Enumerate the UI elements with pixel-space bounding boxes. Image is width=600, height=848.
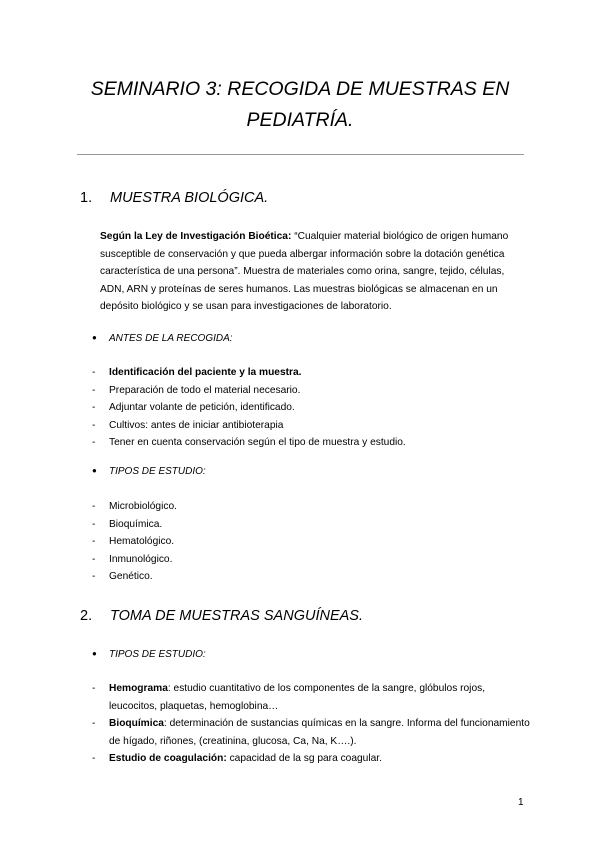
list-item: - Bioquímica: determinación de sustancias químicas en la sangre. Informa del funcionamiento de hígado, riñones, (creatinina, glucosa, Ca, Na, K….). [92,715,532,750]
study-types-list [92,498,532,586]
bullet-icon: ● [92,466,97,475]
list-item: - Inmunológico. [92,551,532,569]
list-item: - Genético. [92,568,532,586]
section-2-number: 2. [80,608,93,624]
section-1-paragraph [100,228,525,316]
before-collection-heading: ● ANTES DE LA RECOGIDA: [92,333,233,344]
page-number: 1 [518,797,524,808]
bullet-icon: ● [92,333,97,342]
section-2-study-types-heading: ● TIPOS DE ESTUDIO: [92,649,206,660]
list-item: - Microbiológico. [92,498,532,516]
list-item: - Preparación de todo el material necesario. [92,382,532,400]
dash-icon: - [92,571,96,582]
list-item: - Identificación del paciente y la muestra. [92,364,532,382]
dash-icon: - [92,437,96,448]
dash-icon: - [92,536,96,547]
list-item: - Adjuntar volante de petición, identificado. [92,399,532,417]
dash-icon: - [92,718,96,729]
list-item: - Hemograma: estudio cuantitativo de los componentes de la sangre, glóbulos rojos, leucocitos, plaquetas, hemoglobina… [92,680,532,715]
section-1-heading [80,190,268,206]
dash-icon: - [92,553,96,565]
blood-study-list [92,680,532,768]
list-item: - Bioquímica. [92,516,532,534]
study-types-heading: ● TIPOS DE ESTUDIO: [92,466,206,477]
list-item: - Hematológico. [92,533,532,551]
title-divider [77,154,524,155]
title-line-1: SEMINARIO 3: RECOGIDA DE MUESTRAS EN [90,78,510,100]
dash-icon: - [92,384,96,396]
dash-icon: - [92,753,96,764]
before-collection-list [92,364,532,452]
bullet-icon: ● [92,649,97,658]
page-title [70,74,530,136]
dash-icon: - [92,419,96,431]
title-line-2: PEDIATRÍA. [246,109,354,131]
section-1-title: MUESTRA BIOLÓGICA. [110,190,269,206]
dash-icon: - [92,501,96,512]
section-2-heading [80,608,363,624]
dash-icon: - [92,683,96,694]
intro-text: “Cualquier material biológico de origen humano susceptible de conservación y que pueda albergar información sobre la dotación genética característica de una persona”. Muestra de materiales como orina, sangre, tejido, células, ADN, ARN y proteínas de seres humanos. Las muestras biológicas se almacenan en un depósito biológico y se usan para investigaciones de laboratorio. [100,231,509,313]
intro-label: Según la Ley de Investigación Bioética: [100,231,292,242]
section-2-title: TOMA DE MUESTRAS SANGUÍNEAS. [110,608,363,624]
dash-icon: - [92,518,96,530]
section-1-number: 1. [80,190,93,206]
dash-icon: - [92,367,96,378]
list-item: - Cultivos: antes de iniciar antibioterapia [92,417,532,435]
list-item: - Estudio de coagulación: capacidad de la sg para coagular. [92,750,532,768]
list-item: - Tener en cuenta conservación según el tipo de muestra y estudio. [92,434,532,452]
dash-icon: - [92,402,96,413]
